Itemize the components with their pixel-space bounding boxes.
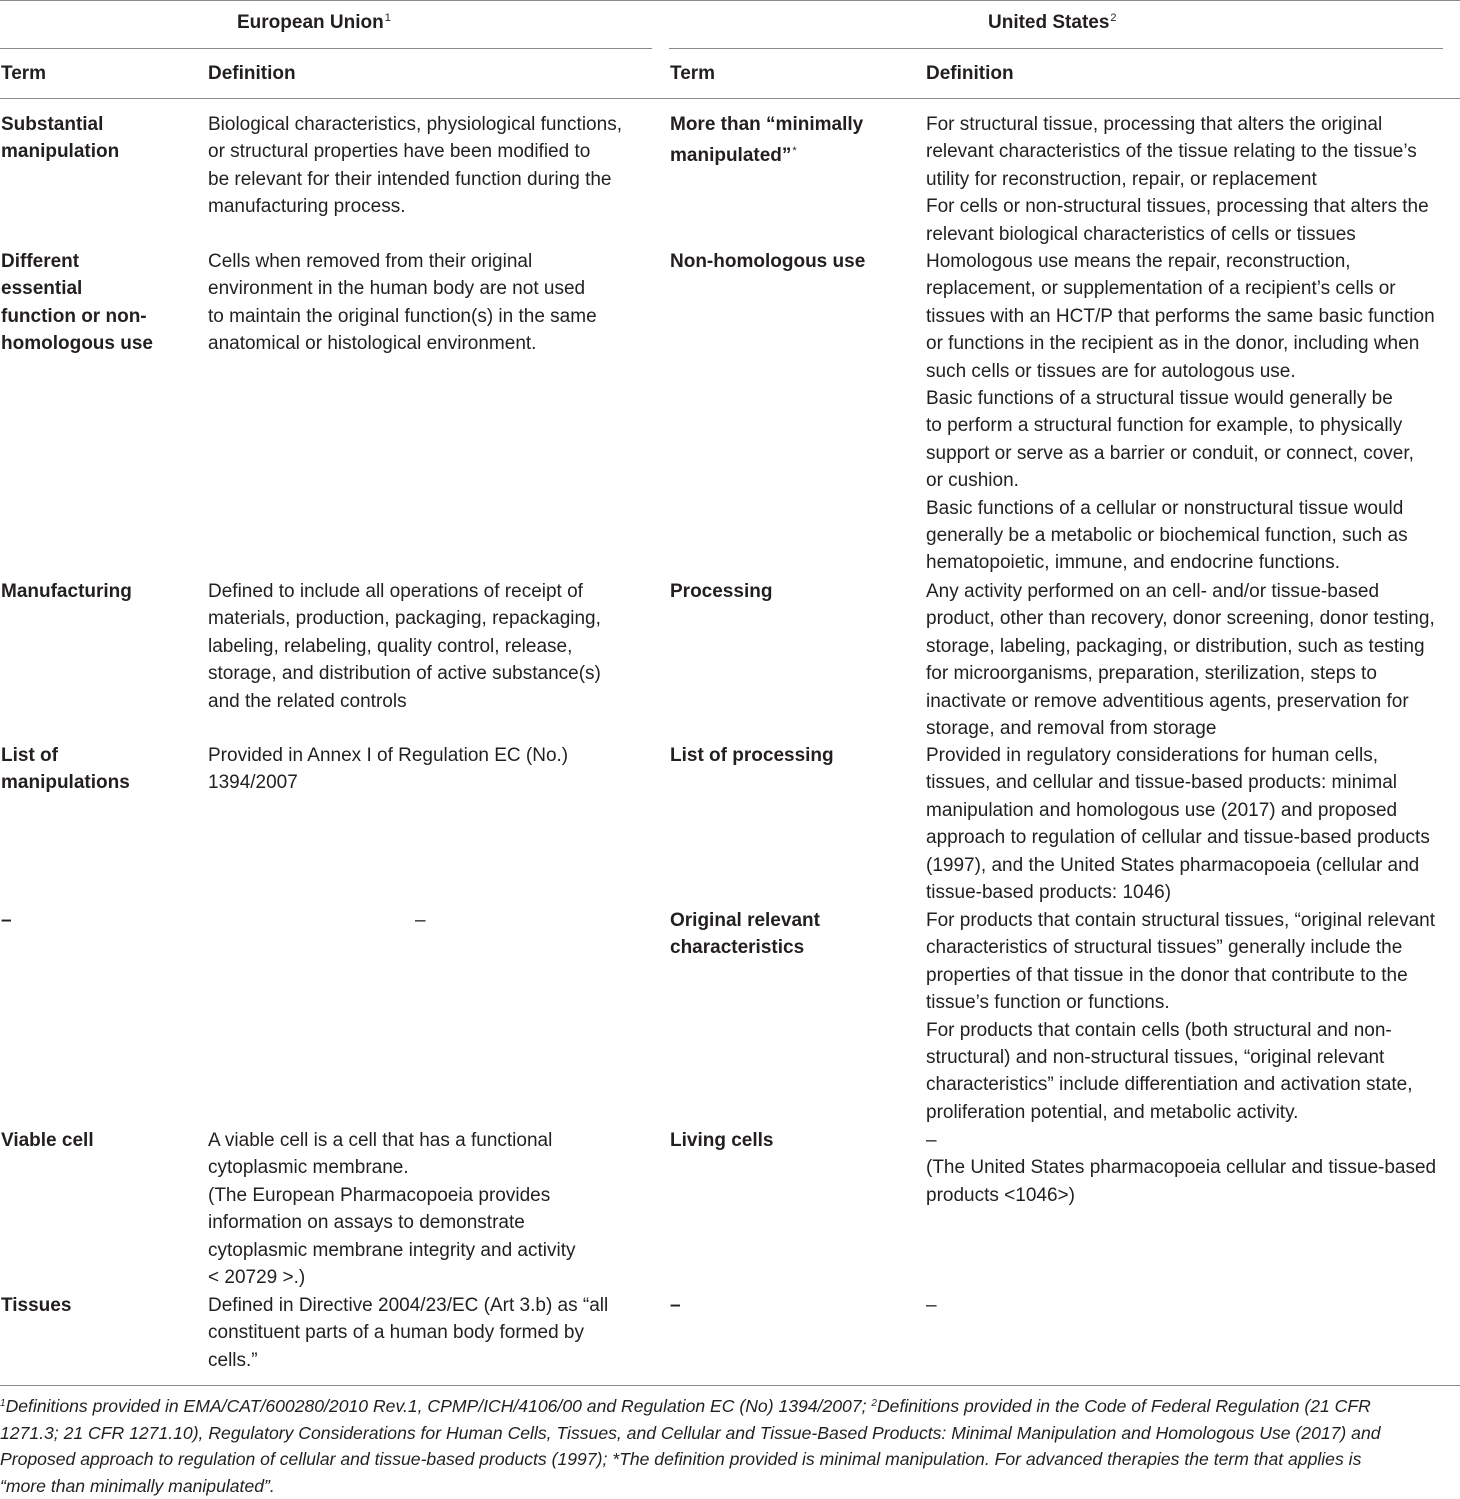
cell-line: tissues with an HCT/P that performs the same basic function <box>926 305 1435 327</box>
cell-line: Non-homologous use <box>670 251 866 272</box>
cell-line: manipulation <box>1 141 120 163</box>
cell-line: characteristics” include differentiation and activation state, <box>926 1074 1413 1096</box>
cell-line: and the related controls <box>208 690 407 712</box>
eu-definition-cell <box>208 111 622 221</box>
cell-line: More than “minimally <box>670 114 864 135</box>
us-term-cell <box>670 1127 773 1154</box>
cell-line: Substantial <box>1 114 104 135</box>
us-group-title <box>988 12 1117 34</box>
footnote-ref-1: 1 <box>0 1398 6 1409</box>
us-definition-cell <box>926 907 1435 1126</box>
us-definition-cell <box>926 111 1429 248</box>
eu-term-cell <box>1 578 132 605</box>
cell-line: – <box>415 910 426 931</box>
eu-term-cell <box>1 1127 94 1154</box>
cell-line: manipulation and homologous use (2017) and proposed <box>926 799 1398 821</box>
cell-line: or structural properties have been modified to <box>208 141 591 163</box>
us-term-cell <box>670 111 863 170</box>
cell-line: (The United States pharmacopoeia cellular and tissue-based <box>926 1157 1437 1179</box>
cell-line: List of <box>1 745 58 766</box>
cell-line: relevant biological characteristics of cells or tissues <box>926 223 1356 245</box>
us-definition-header: Definition <box>926 63 1014 84</box>
footnote-line: 1271.3; 21 CFR 1271.10), Regulatory Considerations for Human Cells, Tissues, and Cellular and Tissue-Based Products: Minimal Manipulation and Homologous Use (2017) and <box>0 1422 1381 1443</box>
cell-line: hematopoietic, immune, and endocrine functions. <box>926 552 1341 574</box>
eu-group-title <box>237 12 391 34</box>
cell-line: (1997), and the United States pharmacopoeia (cellular and <box>926 854 1420 876</box>
cell-line: Basic functions of a structural tissue would generally be <box>926 388 1393 410</box>
cell-line: cells.” <box>208 1349 258 1371</box>
cell-line: essential <box>1 278 83 300</box>
cell-line: Biological characteristics, physiological functions, <box>208 114 622 135</box>
cell-line: Viable cell <box>1 1130 94 1151</box>
cell-line: storage, and distribution of active substance(s) <box>208 663 601 685</box>
cell-line-text: manipulated” <box>670 145 792 167</box>
cell-line: Living cells <box>670 1130 774 1151</box>
cell-line: replacement, or supplementation of a recipient’s cells or <box>926 278 1396 300</box>
cell-line: Defined in Directive 2004/23/EC (Art 3.b) as “all <box>208 1295 609 1316</box>
cell-line: – <box>1 910 12 931</box>
eu-definition-cell <box>208 248 597 358</box>
cell-line: – <box>926 1130 937 1151</box>
cell-line: to perform a structural function for example, to physically <box>926 415 1403 437</box>
cell-line: homologous use <box>1 333 153 355</box>
cell-line: – <box>670 1295 681 1316</box>
cell-line: For products that contain structural tissues, “original relevant <box>926 910 1436 931</box>
footnote-line: “more than minimally manipulated”. <box>0 1475 275 1496</box>
cell-line: For structural tissue, processing that alters the original <box>926 114 1383 135</box>
us-term-cell <box>670 742 834 769</box>
eu-definition-cell <box>208 1127 575 1291</box>
header-bottom-rule <box>0 98 1460 99</box>
cell-line: or cushion. <box>926 470 1019 492</box>
cell-line: product, other than recovery, donor screening, donor testing, <box>926 608 1435 630</box>
table-footnote <box>0 1391 1460 1499</box>
eu-term-cell <box>1 111 119 166</box>
cell-line: tissues, and cellular and tissue-based products: minimal <box>926 772 1398 794</box>
cell-line: Processing <box>670 581 773 602</box>
cell-line: structural) and non-structural tissues, “original relevant <box>926 1047 1385 1069</box>
eu-definition-cell <box>208 1292 608 1374</box>
cell-line: Original relevant <box>670 910 820 931</box>
cell-line: Any activity performed on an cell- and/or tissue-based <box>926 581 1380 602</box>
cell-line: Basic functions of a cellular or nonstructural tissue would <box>926 497 1404 519</box>
cell-line: manufacturing process. <box>208 196 406 218</box>
footnote-ref-2: 2 <box>871 1398 877 1409</box>
cell-line: generally be a metabolic or biochemical function, such as <box>926 525 1408 547</box>
cell-line: manipulations <box>1 772 130 794</box>
cell-line: or functions in the recipient as in the donor, including when <box>926 333 1420 355</box>
cell-line: such cells or tissues are for autologous use. <box>926 360 1296 382</box>
us-group-rule <box>669 48 1443 49</box>
cell-line: 1394/2007 <box>208 772 298 794</box>
cell-line: relevant characteristics of the tissue relating to the tissue’s <box>926 141 1417 163</box>
cell-line: utility for reconstruction, repair, or replacement <box>926 168 1317 190</box>
cell-line: Tissues <box>1 1295 72 1316</box>
us-group-title-text: United States <box>988 12 1110 33</box>
us-definition-cell <box>926 248 1435 577</box>
us-term-cell <box>670 248 865 275</box>
cell-line: for microorganisms, preparation, sterilization, steps to <box>926 663 1377 685</box>
footnote-line: Proposed approach to regulation of cellular and tissue-based products (1997); *The definition provided is minimal manipulation. For advanced therapies the term that applies is <box>0 1449 1362 1470</box>
cell-line: products <1046>) <box>926 1184 1075 1206</box>
cell-line: List of processing <box>670 745 834 766</box>
us-group-title-ref: 2 <box>1110 12 1117 24</box>
cell-line: (The European Pharmacopoeia provides <box>208 1184 551 1206</box>
cell-line: to maintain the original function(s) in the same <box>208 305 597 327</box>
us-definition-cell <box>926 578 1435 742</box>
cell-line: A viable cell is a cell that has a functional <box>208 1130 553 1151</box>
cell-line: characteristics of structural tissues” generally include the <box>926 937 1403 959</box>
cell-line: Different <box>1 251 80 272</box>
us-term-header: Term <box>670 63 716 84</box>
cell-line: proliferation potential, and metabolic activity. <box>926 1101 1299 1123</box>
footnote-text-1b: Definitions provided in the Code of Federal Regulation (21 CFR <box>876 1396 1371 1416</box>
cell-line: characteristics <box>670 937 805 959</box>
cell-line: cytoplasmic membrane integrity and activity <box>208 1239 576 1261</box>
cell-line: Provided in Annex I of Regulation EC (No.) <box>208 745 569 766</box>
eu-term-header: Term <box>1 63 47 84</box>
table-top-rule <box>0 0 1460 1</box>
footnote-text-1a: Definitions provided in EMA/CAT/600280/2010 Rev.1, CPMP/ICH/4106/00 and Regulation EC (No) 1394/2007; <box>5 1396 872 1416</box>
eu-term-cell <box>1 742 130 797</box>
cell-line: Defined to include all operations of receipt of <box>208 581 583 602</box>
us-definition-cell <box>926 742 1430 906</box>
us-term-cell <box>670 578 772 605</box>
eu-definition-header: Definition <box>208 63 296 84</box>
eu-term-cell <box>1 1292 71 1319</box>
eu-definition-cell <box>208 578 601 715</box>
cell-line: For cells or non-structural tissues, processing that alters the <box>926 196 1429 218</box>
us-term-cell <box>670 907 820 962</box>
cell-line: materials, production, packaging, repackaging, <box>208 608 601 630</box>
eu-group-rule <box>0 48 652 49</box>
cell-line: environment in the human body are not used <box>208 278 586 300</box>
cell-line: support or serve as a barrier or conduit, or connect, cover, <box>926 442 1414 464</box>
cell-line: be relevant for their intended function during the <box>208 168 612 190</box>
cell-line <box>670 138 863 169</box>
footnote-line <box>0 1391 1460 1420</box>
eu-group-title-text: European Union <box>237 12 384 33</box>
footnote-marker: * <box>792 145 797 158</box>
cell-line: inactivate or remove adventitious agents, preservation for <box>926 690 1409 712</box>
eu-definition-cell <box>415 907 426 934</box>
us-definition-cell <box>926 1127 1436 1209</box>
cell-line: Cells when removed from their original <box>208 251 533 272</box>
cell-line: storage, labeling, packaging, or distribution, such as testing <box>926 635 1425 657</box>
cell-line: tissue-based products: 1046) <box>926 882 1172 904</box>
eu-definition-cell <box>208 742 568 797</box>
cell-line: function or non- <box>1 305 147 327</box>
eu-term-cell <box>1 907 12 934</box>
eu-group-title-ref: 1 <box>384 12 391 24</box>
cell-line: – <box>926 1295 937 1316</box>
cell-line: storage, and removal from storage <box>926 718 1217 740</box>
cell-line: Homologous use means the repair, reconstruction, <box>926 251 1351 272</box>
eu-term-cell <box>1 248 153 358</box>
cell-line: properties of that tissue in the donor that contribute to the <box>926 964 1408 986</box>
cell-line: For products that contain cells (both structural and non- <box>926 1019 1392 1041</box>
cell-line: information on assays to demonstrate <box>208 1212 525 1234</box>
cell-line: labeling, relabeling, quality control, release, <box>208 635 573 657</box>
cell-line: < 20729 >.) <box>208 1267 306 1289</box>
cell-line: anatomical or histological environment. <box>208 333 537 355</box>
cell-line: Provided in regulatory considerations for human cells, <box>926 745 1379 766</box>
us-definition-cell <box>926 1292 937 1319</box>
cell-line: constituent parts of a human body formed by <box>208 1322 584 1344</box>
cell-line: cytoplasmic membrane. <box>208 1157 409 1179</box>
table-bottom-rule <box>0 1385 1460 1386</box>
cell-line: Manufacturing <box>1 581 132 602</box>
us-term-cell <box>670 1292 681 1319</box>
cell-line: tissue’s function or functions. <box>926 992 1170 1014</box>
cell-line: approach to regulation of cellular and tissue-based products <box>926 827 1430 849</box>
